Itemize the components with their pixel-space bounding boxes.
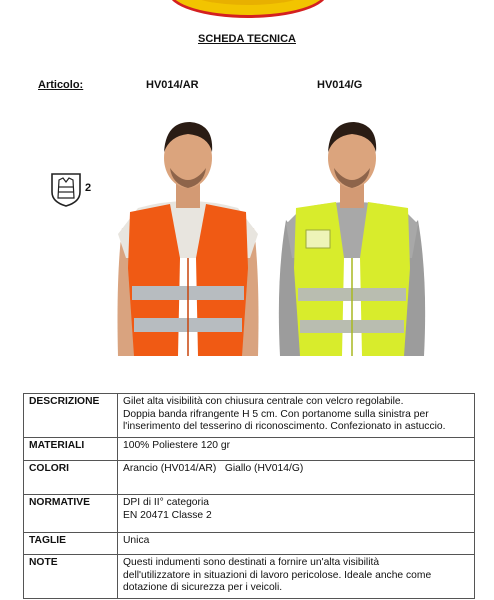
spec-line: Doppia banda rifrangente H 5 cm. Con portanome sulla sinistra per [123,408,429,420]
product-photo-orange [108,108,268,366]
spec-value [118,461,475,495]
spec-line: Unica [123,535,150,546]
spec-value [118,533,475,555]
spec-line: dotazione di sicurezza per i veicoli. [123,582,283,593]
spec-key: MATERIALI [24,438,118,461]
spec-line: dell'utilizzatore in situazioni di lavoro pericolose. Ideale anche come [123,569,432,581]
spec-row-note [24,555,475,599]
spec-key: NOTE [24,555,118,599]
spec-key: NORMATIVE [24,495,118,533]
spec-table [23,393,475,599]
article-label: Articolo: [38,79,84,91]
protection-level: 2 [85,182,92,194]
article-code-orange: HV014/AR [146,79,199,91]
spec-line: 100% Poliestere 120 gr [123,440,231,451]
spec-line: Gilet alta visibilità con chiusura centrale con velcro regolabile. [123,396,404,407]
spec-line: Questi indumenti sono destinati a fornire un'alta visibilità [123,557,380,568]
spec-row-descrizione [24,394,475,438]
spec-row-normative [24,495,475,533]
spec-key: TAGLIE [24,533,118,555]
spec-line: l'inserimento del tesserino di riconoscimento. Confezionato in astuccio. [123,421,446,432]
article-code-yellow: HV014/G [317,79,363,91]
spec-row-taglie [24,533,475,555]
spec-row-materiali [24,438,475,461]
spec-line: EN 20471 Classe 2 [123,509,212,521]
spec-value [118,555,475,599]
spec-line: Arancio (HV014/AR) Giallo (HV014/G) [123,463,304,474]
spec-key: COLORI [24,461,118,495]
spec-value [118,394,475,438]
spec-line: DPI di II° categoria [123,497,209,508]
page-title: SCHEDA TECNICA [198,33,296,45]
safety-vest-shield-icon [50,172,82,208]
spec-key: DESCRIZIONE [24,394,118,438]
product-photo-yellow [272,108,432,366]
spec-value [118,495,475,533]
brand-logo [168,0,328,18]
spec-row-colori [24,461,475,495]
spec-value [118,438,475,461]
